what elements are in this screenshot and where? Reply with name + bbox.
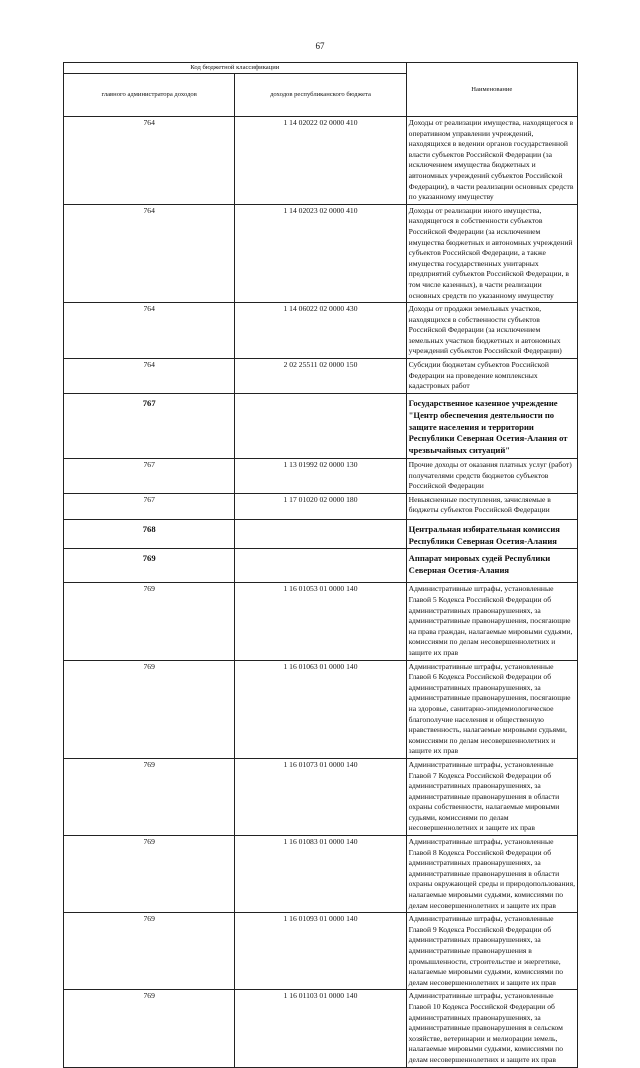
name-cell: Административные штрафы, установленные Главой 9 Кодекса Российской Федерации об административных правонарушениях, за административные правонарушения в промышленности, строительстве и энергетике, налагаемые мировыми судьями, комиссиями по делам несовершеннолетних и защите их прав (406, 913, 577, 990)
name-cell: Административные штрафы, установленные Главой 7 Кодекса Российской Федерации об административных правонарушениях, за административные правонарушения в области охраны собственности, налагаемые мировыми судьями, комиссиями по делам несовершеннолетних и защите их прав (406, 758, 577, 835)
admin-code-cell: 764 (64, 117, 235, 205)
admin-code-cell: 767 (64, 459, 235, 494)
admin-code-cell: 769 (64, 549, 235, 583)
admin-code-cell: 764 (64, 204, 235, 302)
table-row (64, 493, 578, 519)
income-code-cell: 2 02 25511 02 0000 150 (235, 359, 406, 394)
name-cell: Административные штрафы, установленные Главой 8 Кодекса Российской Федерации об административных правонарушениях, за административные правонарушения в области охраны окружающей среды и природопользования, налагаемые мировыми судьями, комиссиями по делам несовершеннолетних и защите их прав (406, 836, 577, 913)
income-code-cell (235, 394, 406, 459)
admin-code-cell: 767 (64, 493, 235, 519)
table-row (64, 459, 578, 494)
income-code-cell (235, 519, 406, 549)
income-code-cell: 1 16 01093 01 0000 140 (235, 913, 406, 990)
table-header-row (64, 63, 578, 74)
name-cell: Административные штрафы, установленные Главой 10 Кодекса Российской Федерации об административных правонарушениях, за административные правонарушения в сельском хозяйстве, ветеринарии и мелиорации земель, налагаемые мировыми судьями, комиссиями по делам несовершеннолетних и защите их прав (406, 990, 577, 1067)
table-row (64, 303, 578, 359)
name-cell: Государственное казенное учреждение "Центр обеспечения деятельности по защите населения и территории Республики Северная Осетия-Алания от чрезвычайных ситуаций" (406, 394, 577, 459)
income-code-cell: 1 16 01073 01 0000 140 (235, 758, 406, 835)
table-row (64, 990, 578, 1067)
name-cell: Доходы от реализации имущества, находящегося в оперативном управлении учреждений, находящихся в ведении органов государственной власти субъектов Российской Федерации (за исключением имущества бюджетных и автономных учреждений субъектов Российской Федерации), в части реализации основных средств по указанному имуществу (406, 117, 577, 205)
admin-code-cell: 769 (64, 990, 235, 1067)
name-cell: Доходы от реализации иного имущества, находящегося в собственности субъектов Российской Федерации (за исключением имущества бюджетных и автономных учреждений субъектов Российской Федерации, а также имущества государственных унитарных предприятий субъектов Российской Федерации, в том числе казенных), в части реализации основных средств по указанному имуществу (406, 204, 577, 302)
table-row (64, 913, 578, 990)
name-cell: Административные штрафы, установленные Главой 5 Кодекса Российской Федерации об административных правонарушениях, за административные правонарушения, посягающие на права граждан, налагаемые мировыми судьями, комиссиями по делам несовершеннолетних и защите их прав (406, 583, 577, 660)
organization-row (64, 394, 578, 459)
income-code-cell: 1 17 01020 02 0000 180 (235, 493, 406, 519)
table-row (64, 359, 578, 394)
organization-row (64, 519, 578, 549)
admin-code-cell: 769 (64, 836, 235, 913)
income-code-cell: 1 14 02022 02 0000 410 (235, 117, 406, 205)
header-admin-code: главного администратора доходов (64, 74, 235, 117)
admin-code-cell: 764 (64, 303, 235, 359)
admin-code-cell: 768 (64, 519, 235, 549)
admin-code-cell: 764 (64, 359, 235, 394)
name-cell: Прочие доходы от оказания платных услуг (работ) получателями средств бюджетов субъектов Российской Федерации (406, 459, 577, 494)
table-row (64, 758, 578, 835)
income-code-cell: 1 16 01053 01 0000 140 (235, 583, 406, 660)
name-cell: Аппарат мировых судей Республики Северная Осетия-Алания (406, 549, 577, 583)
income-code-cell: 1 13 01992 02 0000 130 (235, 459, 406, 494)
header-income-code: доходов республиканского бюджета (235, 74, 406, 117)
income-code-cell: 1 14 02023 02 0000 410 (235, 204, 406, 302)
income-code-cell: 1 14 06022 02 0000 430 (235, 303, 406, 359)
table-row (64, 204, 578, 302)
admin-code-cell: 769 (64, 583, 235, 660)
income-code-cell (235, 549, 406, 583)
budget-classification-table (63, 62, 578, 1068)
name-cell: Доходы от продажи земельных участков, находящихся в собственности субъектов Российской Федерации (за исключением земельных участков бюджетных и автономных учреждений субъектов Российской Федерации) (406, 303, 577, 359)
header-name: Наименование (406, 63, 577, 117)
income-code-cell: 1 16 01063 01 0000 140 (235, 660, 406, 758)
page-number: 67 (315, 41, 325, 51)
admin-code-cell: 769 (64, 660, 235, 758)
name-cell: Административные штрафы, установленные Главой 6 Кодекса Российской Федерации об административных правонарушениях, за административные правонарушения, посягающие на здоровье, санитарно-эпидемиологическое благополучие населения и общественную нравственность, налагаемые мировыми судьями, комиссиями по делам несовершеннолетних и защите их прав (406, 660, 577, 758)
income-code-cell: 1 16 01083 01 0000 140 (235, 836, 406, 913)
organization-row (64, 549, 578, 583)
name-cell: Невыясненные поступления, зачисляемые в бюджеты субъектов Российской Федерации (406, 493, 577, 519)
name-cell: Субсидии бюджетам субъектов Российской Федерации на проведение комплексных кадастровых работ (406, 359, 577, 394)
table-row (64, 836, 578, 913)
table-row (64, 583, 578, 660)
table-row (64, 660, 578, 758)
income-code-cell: 1 16 01103 01 0000 140 (235, 990, 406, 1067)
header-budget-code-group: Код бюджетной классификации (64, 63, 407, 74)
admin-code-cell: 769 (64, 913, 235, 990)
admin-code-cell: 767 (64, 394, 235, 459)
table-row (64, 117, 578, 205)
admin-code-cell: 769 (64, 758, 235, 835)
name-cell: Центральная избирательная комиссия Республики Северная Осетия-Алания (406, 519, 577, 549)
